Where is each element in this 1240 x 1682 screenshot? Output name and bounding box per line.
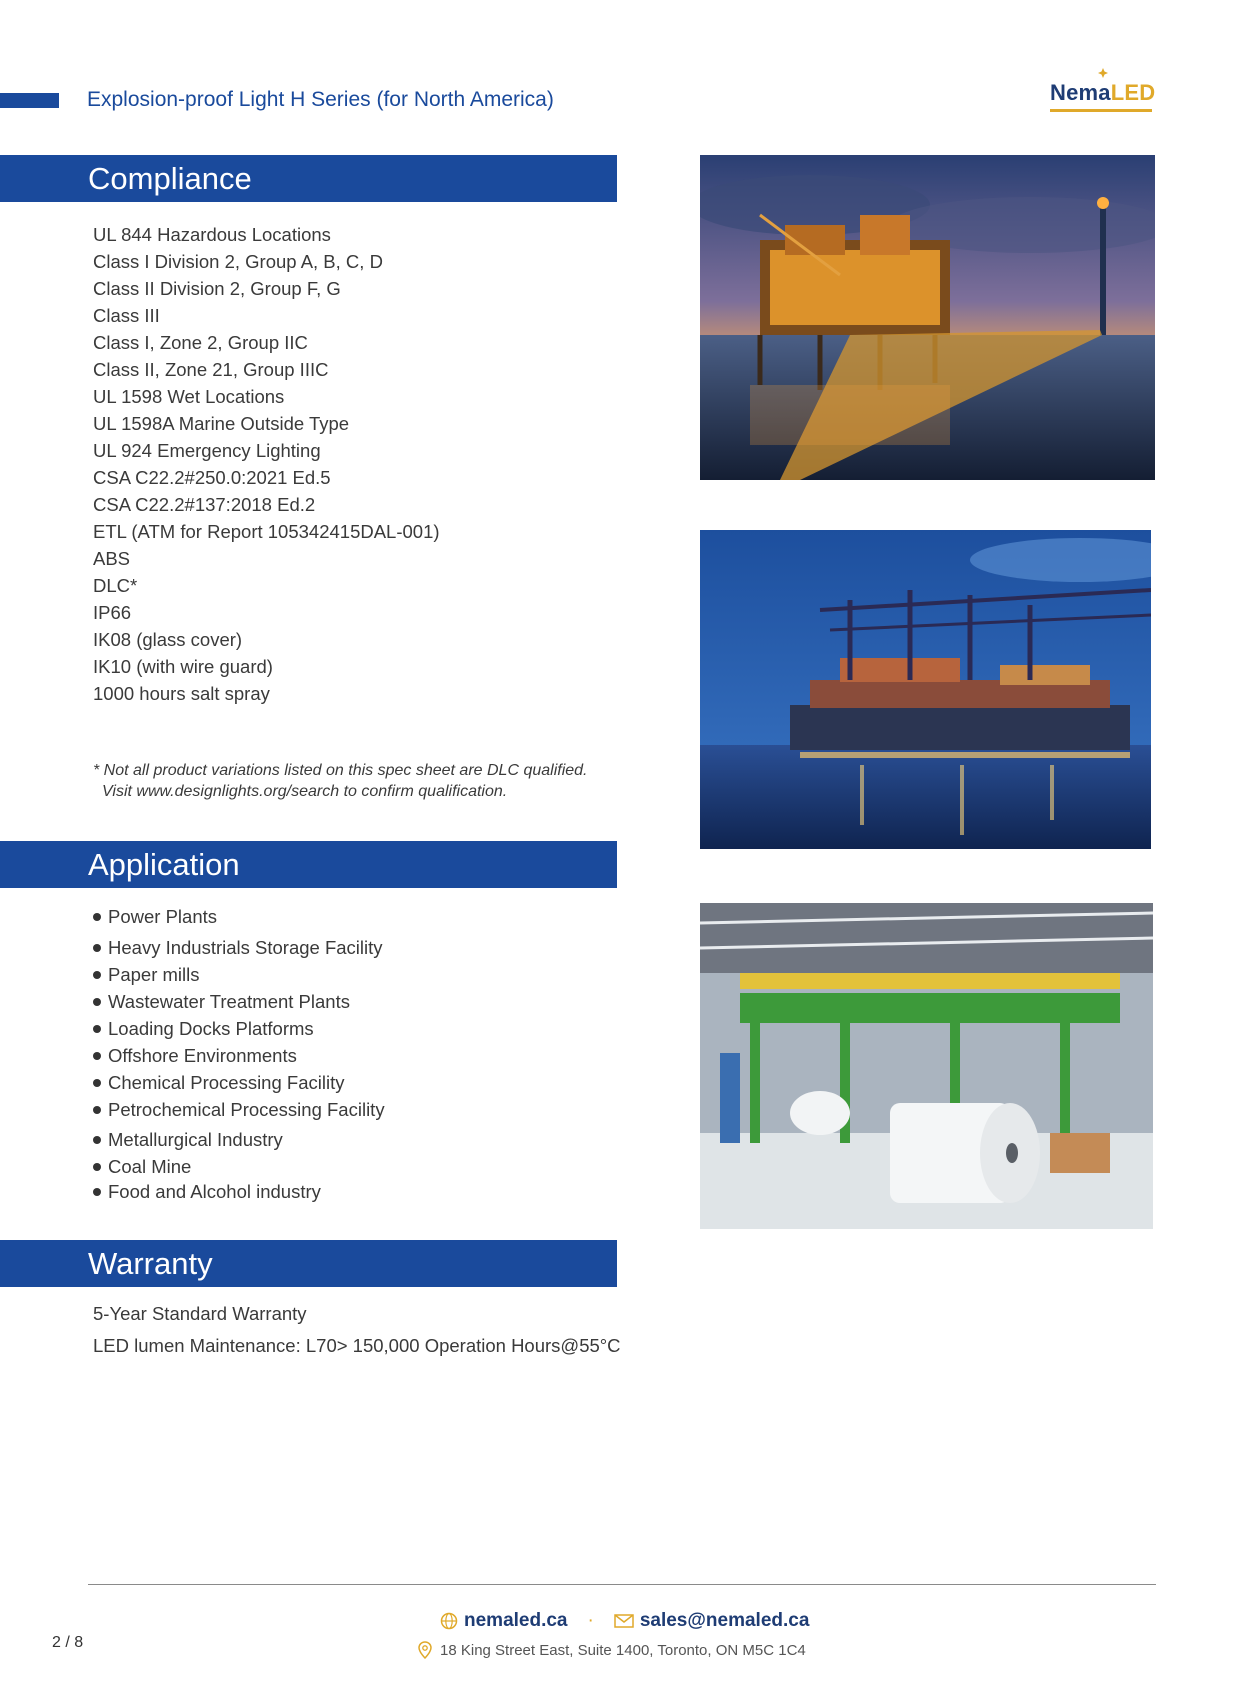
company-logo bbox=[1050, 68, 1156, 114]
list-item-label: Metallurgical Industry bbox=[108, 1129, 283, 1150]
bullet-icon bbox=[93, 1188, 101, 1196]
footer-address bbox=[418, 1641, 806, 1659]
footer-divider bbox=[88, 1584, 1156, 1585]
dlc-note bbox=[93, 760, 587, 802]
list-item-label: Heavy Industrials Storage Facility bbox=[108, 937, 383, 958]
bullet-icon bbox=[93, 998, 101, 1006]
list-item: UL 924 Emergency Lighting bbox=[93, 440, 321, 461]
warranty-lumen-maintenance: LED lumen Maintenance: L70> 150,000 Operation Hours@55°C bbox=[93, 1335, 621, 1356]
logo-text-nema: Nema bbox=[1050, 80, 1111, 105]
list-item bbox=[93, 1126, 385, 1153]
list-item: Class II, Zone 21, Group IIIC bbox=[93, 359, 329, 380]
list-item-label: Paper mills bbox=[108, 964, 200, 985]
list-item bbox=[93, 1069, 385, 1096]
address-text: 18 King Street East, Suite 1400, Toronto, ON M5C 1C4 bbox=[440, 1641, 806, 1659]
list-item-label: Loading Docks Platforms bbox=[108, 1018, 314, 1039]
envelope-icon bbox=[614, 1613, 634, 1629]
warranty-header bbox=[0, 1240, 617, 1287]
logo-mark-icon bbox=[1098, 68, 1108, 78]
logo-underline bbox=[1050, 109, 1152, 112]
list-item bbox=[93, 934, 385, 961]
list-item: UL 1598 Wet Locations bbox=[93, 386, 285, 407]
warranty-standard: 5-Year Standard Warranty bbox=[93, 1303, 307, 1324]
list-item: CSA C22.2#250.0:2021 Ed.5 bbox=[93, 467, 331, 488]
list-item: IP66 bbox=[93, 602, 132, 623]
compliance-title: Compliance bbox=[88, 161, 252, 196]
bullet-icon bbox=[93, 1025, 101, 1033]
bullet-icon bbox=[93, 1163, 101, 1171]
list-item: ABS bbox=[93, 548, 131, 569]
list-item-label: Coal Mine bbox=[108, 1156, 192, 1177]
list-item: IK10 (with wire guard) bbox=[93, 656, 273, 677]
list-item bbox=[93, 988, 385, 1015]
dlc-note-line-2: Visit www.designlights.org/search to confirm qualification. bbox=[102, 783, 508, 800]
list-item: Class III bbox=[93, 305, 160, 326]
list-item: Class I, Zone 2, Group IIC bbox=[93, 332, 308, 353]
list-item: DLC* bbox=[93, 575, 138, 596]
contact-separator: · bbox=[587, 1610, 594, 1631]
application-list bbox=[93, 903, 385, 1205]
application-title: Application bbox=[88, 847, 240, 882]
list-item-label: Wastewater Treatment Plants bbox=[108, 991, 350, 1012]
website-link[interactable]: nemaled.ca bbox=[464, 1610, 568, 1631]
bullet-icon bbox=[93, 913, 101, 921]
document-title: Explosion-proof Light H Series (for North America) bbox=[87, 88, 554, 111]
bullet-icon bbox=[93, 1136, 101, 1144]
location-pin-icon bbox=[418, 1641, 432, 1659]
list-item bbox=[93, 1015, 385, 1042]
list-item bbox=[93, 1096, 385, 1123]
list-item-label: Petrochemical Processing Facility bbox=[108, 1099, 385, 1120]
paper-mill-photo bbox=[700, 903, 1153, 1229]
email-link[interactable]: sales@nemaled.ca bbox=[639, 1610, 810, 1631]
globe-icon bbox=[440, 1612, 458, 1630]
list-item bbox=[93, 1042, 385, 1069]
list-item: Class II Division 2, Group F, G bbox=[93, 278, 341, 299]
list-item-label: Chemical Processing Facility bbox=[108, 1072, 345, 1093]
list-item: UL 1598A Marine Outside Type bbox=[93, 413, 350, 434]
warranty-title: Warranty bbox=[88, 1246, 213, 1281]
dlc-note-line-1: * Not all product variations listed on this spec sheet are DLC qualified. bbox=[93, 762, 588, 779]
bullet-icon bbox=[93, 944, 101, 952]
bullet-icon bbox=[93, 1079, 101, 1087]
list-item: UL 844 Hazardous Locations bbox=[93, 224, 331, 245]
offshore-platform-photo bbox=[700, 155, 1155, 480]
header-accent-bar bbox=[0, 93, 59, 108]
list-item: CSA C22.2#137:2018 Ed.2 bbox=[93, 494, 316, 515]
list-item: 1000 hours salt spray bbox=[93, 683, 270, 704]
page-number: 2 / 8 bbox=[52, 1634, 84, 1651]
bullet-icon bbox=[93, 1052, 101, 1060]
list-item: Class I Division 2, Group A, B, C, D bbox=[93, 251, 383, 272]
compliance-list bbox=[93, 221, 440, 707]
list-item bbox=[93, 1153, 385, 1180]
list-item bbox=[93, 961, 385, 988]
footer-contact bbox=[440, 1610, 809, 1632]
bullet-icon bbox=[93, 1106, 101, 1114]
list-item: ETL (ATM for Report 105342415DAL-001) bbox=[93, 521, 440, 542]
bullet-icon bbox=[93, 971, 101, 979]
list-item: IK08 (glass cover) bbox=[93, 629, 243, 650]
list-item bbox=[93, 1178, 385, 1205]
list-item-label: Food and Alcohol industry bbox=[108, 1181, 321, 1202]
logo-text-led: LED bbox=[1110, 80, 1156, 105]
list-item-label: Offshore Environments bbox=[108, 1045, 297, 1066]
list-item bbox=[93, 903, 385, 930]
application-header bbox=[0, 841, 617, 888]
compliance-header bbox=[0, 155, 617, 202]
container-port-photo bbox=[700, 530, 1151, 849]
list-item-label: Power Plants bbox=[108, 906, 217, 927]
